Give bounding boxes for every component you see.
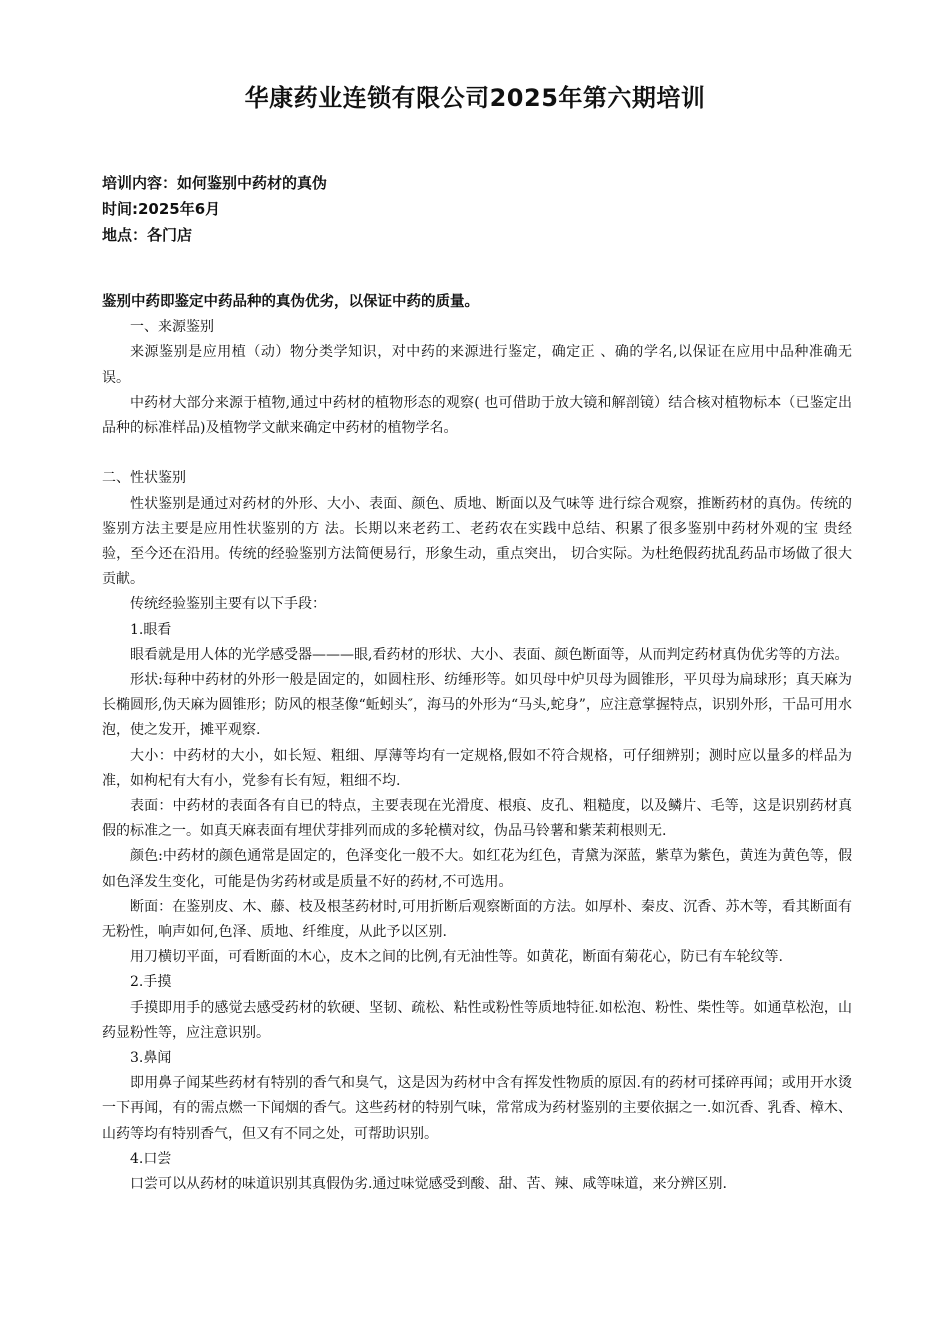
paragraph: 颜色:中药材的颜色通常是固定的，色泽变化一般不大。如红花为红色，青黛为深蓝，紫草为紫色，黄连为黄色等，假如色泽发生变化，可能是伪劣药材或是质量不好的药材,不可选用。	[102, 848, 852, 890]
paragraph: 即用鼻子闻某些药材有特别的香气和臭气，这是因为药材中含有挥发性物质的原因.有的药材可揉碎再闻；或用开水烫一下再闻，有的需点燃一下闻烟的香气。这些药材的特别气味，常常成为药材鉴别的主要依据之一.如沉香、乳香、樟木、山药等均有特别香气，但又有不同之处，可帮助识别。	[102, 1075, 852, 1142]
paragraph: 中药材大部分来源于植物,通过中药材的植物形态的观察( 也可借助于放大镜和解剖镜）结合核对植物标本（已鉴定出品种的标准样品)及植物学文献来确定中药材的植物学名。	[102, 394, 852, 437]
subsection-heading: 4.口尝	[130, 1150, 172, 1167]
paragraph: 手摸即用手的感觉去感受药材的软硬、坚韧、疏松、粘性或粉性等质地特征.如松泡、粉性、柴性等。如通草松泡，山药显粉性等，应注意识别。	[102, 999, 852, 1041]
training-place: 地点：各门店	[102, 226, 193, 244]
page-title: 华康药业连锁有限公司2025年第六期培训	[244, 84, 706, 112]
training-content: 培训内容：如何鉴别中药材的真伪	[102, 174, 328, 192]
paragraph: 性状鉴别是通过对药材的外形、大小、表面、颜色、质地、断面以及气味等 进行综合观察，推断药材的真伪。传统的鉴别方法主要是应用性状鉴别的方 法。长期以来老药工、老药农在实践中总结、积累了很多鉴别中药材外观的宝 贵经验，至今还在沿用。传统的经验鉴别方法简便易行，形象生动，重点突出， 切合实际。为杜绝假药扰乱药品市场做了很大贡献。	[102, 495, 852, 588]
subsection-heading: 3.鼻闻	[130, 1050, 172, 1067]
paragraph: 大小：中药材的大小，如长短、粗细、厚薄等均有一定规格,假如不符合规格，可仔细辨别；测时应以量多的样品为准，如枸杞有大有小，党参有长有短，粗细不均.	[102, 747, 852, 789]
subsection-heading: 1.眼看	[130, 621, 172, 638]
section-heading: 二、性状鉴别	[102, 470, 186, 487]
paragraph: 眼看就是用人体的光学感受器———眼,看药材的形状、大小、表面、颜色断面等，从而判定药材真伪优劣等的方法。	[130, 646, 849, 663]
paragraph: 来源鉴别是应用植（动）物分类学知识，对中药的来源进行鉴定，确定正 、确的学名,以保证在应用中品种准确无误。	[102, 344, 852, 386]
section-heading: 一、来源鉴别	[130, 319, 214, 336]
paragraph: 用刀横切平面，可看断面的木心，皮木之间的比例,有无油性等。如黄花，断面有菊花心，防已有车轮纹等.	[130, 949, 783, 966]
training-info	[102, 170, 327, 248]
training-time: 时间:2025年6月	[102, 200, 221, 218]
paragraph: 形状:每种中药材的外形一般是固定的，如圆柱形、纺缍形等。如贝母中炉贝母为圆锥形，平贝母为扁球形；真天麻为长椭圆形,伪天麻为圆锥形；防风的根茎像“蚯蚓头″，海马的外形为“马头,蛇身”，应注意掌握特点，识别外形，干品可用水泡，使之发开，摊平观察.	[102, 672, 852, 739]
paragraph: 断面：在鉴别皮、木、藤、枝及根茎药材时,可用折断后观察断面的方法。如厚朴、秦皮、沉香、苏木等，看其断面有无粉性，响声如何,色泽、质地、纤维度，从此予以区别.	[102, 898, 852, 941]
paragraph: 传统经验鉴别主要有以下手段：	[130, 596, 326, 613]
lead-paragraph: 鉴别中药即鉴定中药品种的真伪优劣，以保证中药的质量。	[102, 294, 479, 310]
subsection-heading: 2.手摸	[130, 974, 172, 991]
paragraph: 表面：中药材的表面各有自已的特点，主要表现在光滑度、根痕、皮孔、粗糙度，以及鳞片、毛等，这是识别药材真假的标准之一。如真天麻表面有埋伏芽排列而成的多轮横对纹，伪品马铃薯和紫茉莉根则无.	[102, 798, 852, 840]
paragraph: 口尝可以从药材的味道识别其真假伪劣.通过味觉感受到酸、甜、苦、辣、咸等味道，来分辨区别.	[130, 1176, 727, 1193]
spacer	[102, 441, 852, 466]
document-body	[102, 290, 852, 1197]
